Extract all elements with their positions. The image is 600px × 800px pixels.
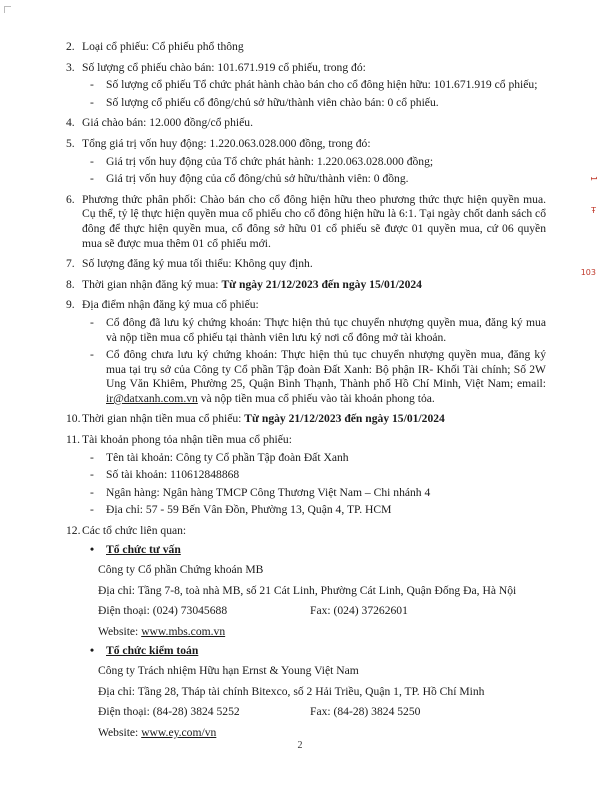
auditor-heading bbox=[82, 644, 546, 659]
auditor-section bbox=[82, 644, 546, 741]
list-item-9 bbox=[66, 298, 546, 406]
item-text: Số lượng cổ phiếu chào bán: 101.671.919 cổ phiếu, trong đó: bbox=[82, 60, 366, 74]
item-text: Tài khoản phong tỏa nhận tiền mua cổ phiếu: bbox=[82, 433, 292, 447]
list-item-12 bbox=[66, 524, 546, 741]
sub-item: - Địa chỉ: 57 - 59 Bến Vân Đồn, Phường 13, Quận 4, TP. HCM bbox=[90, 503, 392, 517]
item-text: Các tổ chức liên quan: bbox=[82, 524, 187, 538]
item-text: Thời gian nhận tiền mua cổ phiếu: bbox=[82, 412, 245, 426]
list-item-10 bbox=[66, 412, 546, 427]
sub-item-text: Số tài khoản: 110612848868 bbox=[106, 468, 240, 482]
item-number: 2. bbox=[66, 40, 75, 53]
sub-item-text: Giá trị vốn huy động của Tổ chức phát hành: 1.220.063.028.000 đồng; bbox=[106, 154, 434, 168]
email-link[interactable]: ir@datxanh.com.vn bbox=[106, 391, 198, 405]
list-item-3 bbox=[66, 61, 546, 111]
registration-period: Từ ngày 21/12/2023 đến ngày 15/01/2024 bbox=[221, 277, 422, 291]
sub-item: - Tên tài khoản: Công ty Cổ phần Tập đoàn Đất Xanh bbox=[90, 450, 349, 464]
auditor-contact bbox=[82, 705, 546, 720]
sub-item: - Số lượng cổ phiếu Tổ chức phát hành chào bán cho cổ đông hiện hữu: 101.671.919 cổ phiếu; bbox=[90, 78, 538, 92]
sub-item-text: và nộp tiền mua cổ phiếu vào tài khoản phong tỏa. bbox=[197, 391, 435, 405]
advisor-phone: Điện thoại: (024) 73045688 bbox=[98, 604, 228, 618]
advisor-name: Công ty Cổ phần Chứng khoán MB bbox=[98, 563, 264, 577]
item-number: 3. bbox=[66, 60, 75, 74]
list-item-11 bbox=[66, 433, 546, 518]
item-number: 8. bbox=[66, 277, 75, 291]
list-item-7 bbox=[66, 257, 546, 272]
auditor-phone: Điện thoại: (84-28) 3824 5252 bbox=[98, 705, 240, 719]
advisor-section bbox=[82, 543, 546, 640]
sub-item-text: Cổ đông chưa lưu ký chứng khoán: Thực hiện thủ tục chuyển nhượng quyền mua, đăng ký mua tại trụ sở của Công ty Cổ phần Tập đoàn Đất Xanh: Bộ phận IR- Khối Tài chính; Số 2W Ung Văn Khiêm, Phường 25, Quận Bình Thạnh, Thành phố Hồ Chí Minh, Việt Nam; email: bbox=[106, 348, 546, 391]
auditor-address: Địa chỉ: Tầng 28, Tháp tài chính Bitexco, số 2 Hải Triều, Quận 1, TP. Hồ Chí Minh bbox=[98, 684, 485, 698]
item-text: Tổng giá trị vốn huy động: 1.220.063.028.000 đồng, trong đó: bbox=[82, 136, 371, 150]
sub-item-text: Cổ đông đã lưu ký chứng khoán: Thực hiện thủ tục chuyển nhượng quyền mua, đăng ký mua và nộp tiền mua cổ phiếu tại thành viên lưu ký nơi cổ đông mở tài khoản. bbox=[106, 315, 546, 344]
advisor-website-line bbox=[82, 625, 546, 640]
advisor-contact bbox=[82, 604, 546, 619]
document-body bbox=[66, 40, 546, 741]
list-item-6 bbox=[66, 193, 546, 251]
auditor-website-line bbox=[82, 726, 546, 741]
sub-item: - Cổ đông chưa lưu ký chứng khoán: Thực hiện thủ tục chuyển nhượng quyền mua, đăng ký mua tại trụ sở của Công ty Cổ phần Tập đoàn Đất Xanh: Bộ phận IR- Khối Tài chính; Số 2W Ung Văn Khiêm, Phường 25, Quận Bình Thạnh, Thành phố Hồ Chí Minh, Việt Nam; email: ir@datxanh.com.vn và nộp tiền mua cổ phiếu vào tài khoản phong tỏa. bbox=[90, 348, 546, 405]
list-item-2 bbox=[66, 40, 546, 55]
side-mark: Ŧ bbox=[591, 206, 596, 215]
website-label: Website: bbox=[98, 725, 142, 739]
sub-item: - Số tài khoản: 110612848868 bbox=[90, 468, 240, 482]
item-text: Thời gian nhận đăng ký mua: bbox=[82, 277, 222, 291]
website-label: Website: bbox=[98, 625, 142, 638]
advisor-address: Địa chỉ: Tầng 7-8, toà nhà MB, số 21 Cát Linh, Phường Cát Linh, Quận Đống Đa, Hà Nội bbox=[98, 583, 517, 597]
sub-item: - Số lượng cổ phiếu cổ đông/chủ sở hữu/thành viên chào bán: 0 cổ phiếu. bbox=[90, 95, 439, 109]
sub-item: - Giá trị vốn huy động của Tổ chức phát hành: 1.220.063.028.000 đồng; bbox=[90, 154, 434, 168]
list-item-5 bbox=[66, 137, 546, 187]
item-number: 10. bbox=[66, 412, 81, 426]
sub-item-text: Giá trị vốn huy động của cổ đông/chủ sở hữu/thành viên: 0 đồng. bbox=[106, 172, 409, 186]
advisor-website-link[interactable]: www.mbs.com.vn bbox=[141, 625, 226, 638]
sub-item-text: Số lượng cổ phiếu Tổ chức phát hành chào bán cho cổ đông hiện hữu: 101.671.919 cổ phiếu; bbox=[106, 78, 538, 92]
item-text: Loại cổ phiếu: Cổ phiếu phổ thông bbox=[82, 40, 244, 53]
sub-item-text: Tên tài khoản: Công ty Cổ phần Tập đoàn Đất Xanh bbox=[106, 450, 349, 464]
item-text: Phương thức phân phối: Chào bán cho cổ đông hiện hữu theo phương thức thực hiện quyền mua. Cụ thể, tỷ lệ thực hiện quyền mua cổ phiếu cho cổ đông hiện hữu là 6:1. Tại ngày chốt danh sách cổ đông để thực hiện quyền mua, cổ đông sở hữu 01 cổ phiếu sẽ được 01 quyền mua, cứ 06 quyền mua sẽ được mua thêm 01 cổ phiếu mới. bbox=[82, 192, 546, 250]
list-item-4 bbox=[66, 116, 546, 131]
page-number: 2 bbox=[297, 740, 303, 751]
scan-corner-mark bbox=[4, 6, 11, 13]
side-mark: 1 bbox=[588, 175, 598, 182]
sub-item: - Ngân hàng: Ngân hàng TMCP Công Thương Việt Nam – Chi nhánh 4 bbox=[90, 485, 431, 499]
list-item-8 bbox=[66, 278, 546, 293]
payment-period: Từ ngày 21/12/2023 đến ngày 15/01/2024 bbox=[244, 412, 445, 426]
auditor-fax: Fax: (84-28) 3824 5250 bbox=[310, 705, 421, 719]
sub-item-text: Ngân hàng: Ngân hàng TMCP Công Thương Việt Nam – Chi nhánh 4 bbox=[106, 485, 431, 499]
item-number: 5. bbox=[66, 136, 75, 150]
item-text: Giá chào bán: 12.000 đồng/cổ phiếu. bbox=[82, 116, 253, 130]
auditor-website-link[interactable]: www.ey.com/vn bbox=[141, 725, 217, 739]
item-number: 9. bbox=[66, 298, 75, 312]
item-number: 7. bbox=[66, 257, 75, 271]
sub-item: - Giá trị vốn huy động của cổ đông/chủ sở hữu/thành viên: 0 đồng. bbox=[90, 172, 409, 186]
sub-item-text: Số lượng cổ phiếu cổ đông/chủ sở hữu/thành viên chào bán: 0 cổ phiếu. bbox=[106, 95, 439, 109]
item-number: 12. bbox=[66, 524, 81, 538]
bullet-icon: • bbox=[90, 643, 95, 657]
item-number: 6. bbox=[66, 192, 75, 206]
advisor-fax: Fax: (024) 37262601 bbox=[310, 604, 408, 618]
item-number: 4. bbox=[66, 116, 75, 130]
item-text: Địa điểm nhận đăng ký mua cổ phiếu: bbox=[82, 298, 259, 312]
sub-item: - Cổ đông đã lưu ký chứng khoán: Thực hiện thủ tục chuyển nhượng quyền mua, đăng ký mua và nộp tiền mua cổ phiếu tại thành viên lưu ký nơi cổ đông mở tài khoản. bbox=[90, 315, 546, 344]
side-mark: 103 bbox=[580, 268, 596, 277]
auditor-name: Công ty Trách nhiệm Hữu hạn Ernst & Young Việt Nam bbox=[98, 664, 359, 678]
advisor-heading-text: Tổ chức tư vấn bbox=[106, 542, 181, 556]
advisor-heading bbox=[82, 543, 546, 558]
item-number: 11. bbox=[66, 433, 81, 447]
item-text: Số lượng đăng ký mua tối thiểu: Không quy định. bbox=[82, 257, 313, 271]
auditor-heading-text: Tổ chức kiểm toán bbox=[106, 643, 199, 657]
bullet-icon: • bbox=[90, 542, 95, 556]
sub-item-text: Địa chỉ: 57 - 59 Bến Vân Đồn, Phường 13, Quận 4, TP. HCM bbox=[106, 503, 392, 517]
